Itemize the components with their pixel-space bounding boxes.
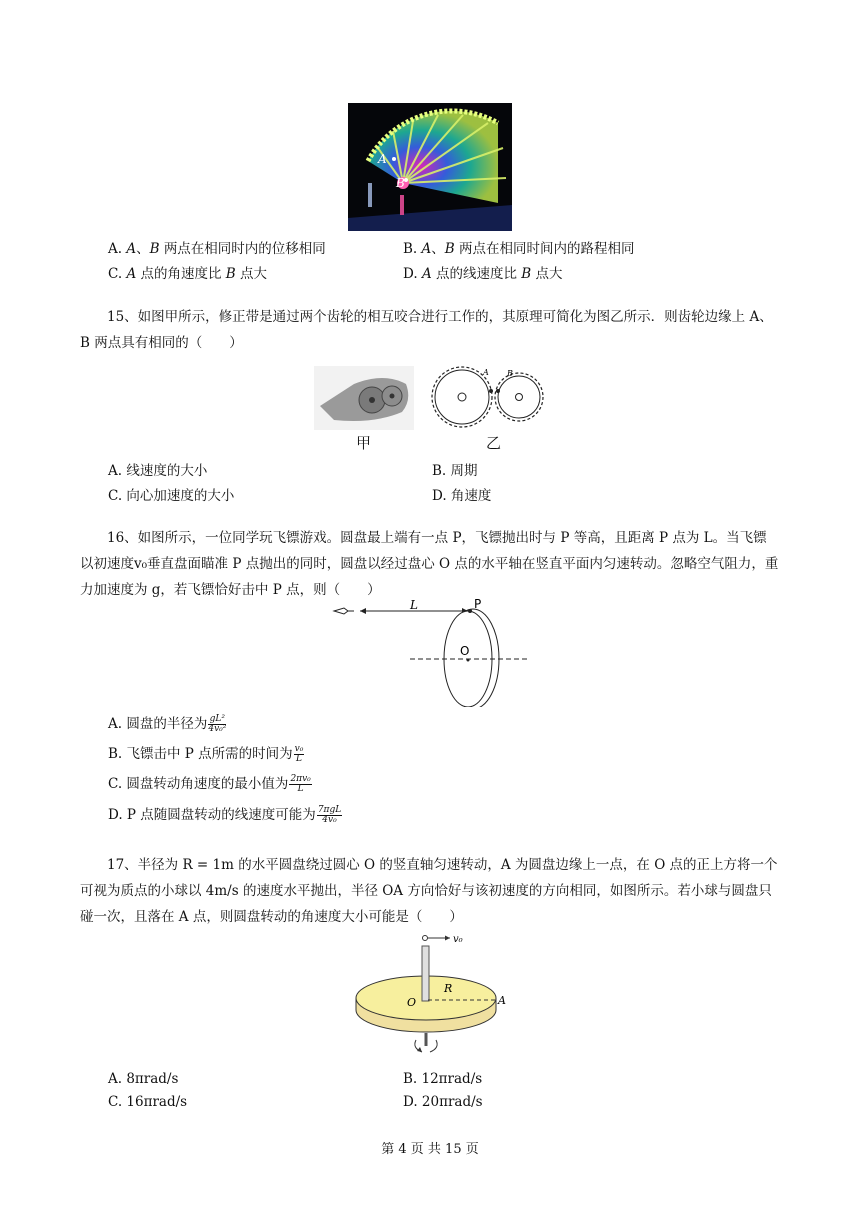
q14-option-d[interactable]: D. A 点的线速度比 B 点大 <box>403 266 563 282</box>
dart-disc-figure <box>330 597 530 707</box>
point-b-label: B <box>396 176 405 190</box>
radius-r-label: R <box>444 982 453 995</box>
correction-tape-drawing <box>314 366 414 430</box>
v0-label: v₀ <box>453 934 463 945</box>
q17-option-c[interactable]: C. 16πrad/s <box>108 1094 188 1110</box>
gears-figure <box>425 362 549 434</box>
correction-tape-photo <box>314 366 414 430</box>
q16-stem: 16、如图所示，一位同学玩飞镖游戏。圆盘最上端有一点 P，飞镖抛出时与 P 等高，且距离 P 点为 L。当飞镖以初速度v₀垂直盘面瞄准 P 点抛出的同时，圆盘以经过盘心 O 点的水平轴在竖直平面内匀速转动。忽略空气阻力，重力加速度为 g，若飞镖恰好击中 P 点，则（ ） <box>80 530 779 598</box>
q16-option-c[interactable]: C. 圆盘转动角速度的最小值为 $\frac{\text{2πv₀}}{L}$ <box>108 774 311 794</box>
q15-option-c[interactable]: C. 向心加速度的大小 <box>108 488 235 504</box>
q17-option-d[interactable]: D. 20πrad/s <box>403 1094 483 1110</box>
q16-option-b[interactable]: B. 飞镖击中 P 点所需的时间为 $\frac{\text{v₀}}{L}$ <box>108 744 304 764</box>
light-fan-drawing <box>348 103 512 231</box>
q16-option-d[interactable]: D. P 点随圆盘转动的线速度可能为 $\frac{\text{7πgL}}{\text{4v₀}}$ <box>108 805 342 825</box>
gear-point-b-label: B <box>507 369 513 378</box>
q17-stem: 17、半径为 R = 1m 的水平圆盘绕过圆心 O 的竖直轴匀速转动，A 为圆盘边缘上一点，在 O 点的正上方将一个可视为质点的小球以 4m/s 的速度水平抛出，半径 OA 方向恰好与该初速度的方向相同，如图所示。若小球与圆盘只碰一次，且落在 A 点，则圆盘转动的角速度大小可能是（ ） <box>80 857 778 925</box>
q17-option-a[interactable]: A. 8πrad/s <box>108 1071 179 1087</box>
gear-point-a-label: A <box>483 368 489 377</box>
caption-yi: 乙 <box>486 434 502 452</box>
light-fan-figure <box>348 103 512 231</box>
q17-option-b[interactable]: B. 12πrad/s <box>403 1071 483 1087</box>
edge-point-a-label: A <box>498 994 506 1007</box>
gears-drawing <box>425 362 549 434</box>
dart-disc-drawing <box>330 597 530 707</box>
point-p-label: P <box>474 597 482 611</box>
q14-option-a[interactable]: A. A、B 两点在相同时内的位移相同 <box>108 241 326 257</box>
q14-option-c[interactable]: C. A 点的角速度比 B 点大 <box>108 266 267 282</box>
q15-option-a[interactable]: A. 线速度的大小 <box>108 463 208 479</box>
rotating-disc-drawing <box>352 928 512 1068</box>
q15-option-d[interactable]: D. 角速度 <box>432 488 492 504</box>
center-o-label: O <box>460 644 470 658</box>
point-a-label: A <box>378 152 387 166</box>
q14-option-b[interactable]: B. A、B 两点在相同时间内的路程相同 <box>403 241 635 257</box>
disc-center-o-label: O <box>407 996 417 1009</box>
caption-jia: 甲 <box>356 434 372 452</box>
rotating-disc-figure <box>352 928 512 1068</box>
q15-option-b[interactable]: B. 周期 <box>432 463 478 479</box>
q16-option-a[interactable]: A. 圆盘的半径为 $\frac{\text{gL²}}{\text{4v₀²}}$ <box>108 714 227 734</box>
page-footer: 第 4 页 共 15 页 <box>381 1142 479 1157</box>
distance-l-label: L <box>410 598 418 612</box>
q15-stem: 15、如图甲所示，修正带是通过两个齿轮的相互咬合进行工作的，其原理可简化为图乙所示．则齿轮边缘上 A、B 两点具有相同的（ ） <box>80 309 773 351</box>
